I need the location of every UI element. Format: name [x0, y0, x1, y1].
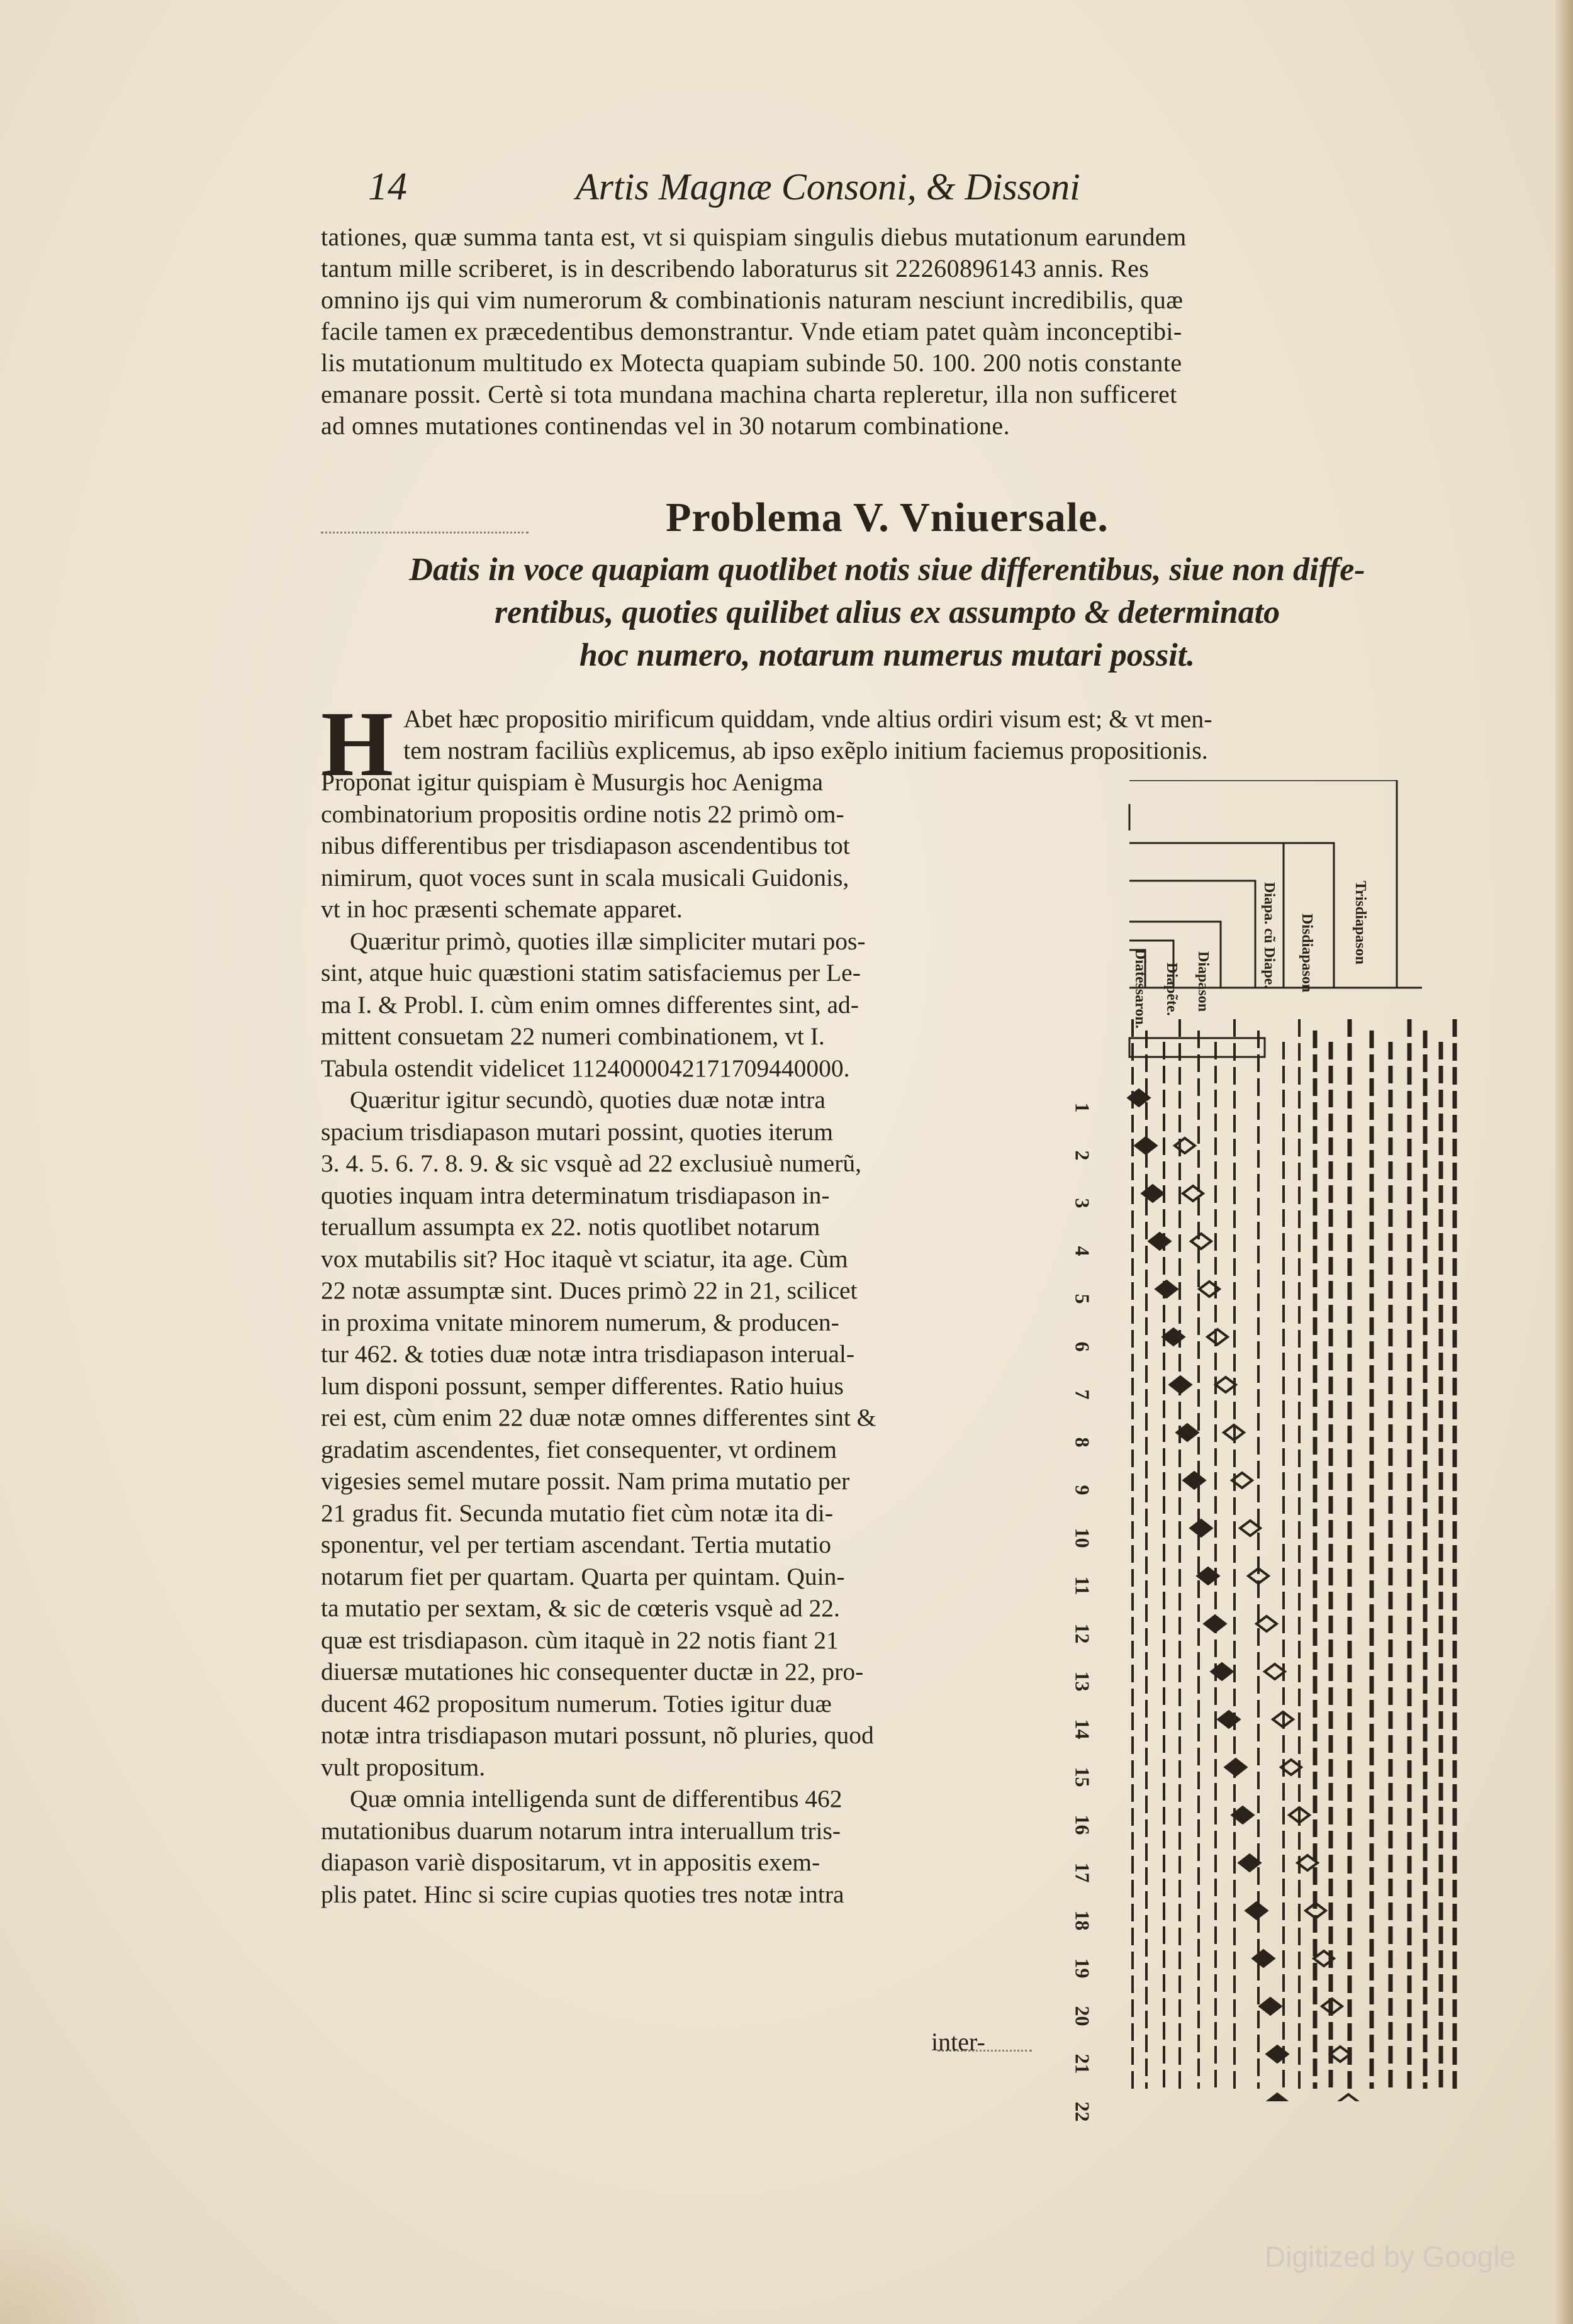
text-line: nibus differentibus per trisdiapason ascendentibus tot	[321, 832, 850, 859]
text-line: 3. 4. 5. 6. 7. 8. 9. & sic vsquè ad 22 exclusiuè numerũ,	[321, 1149, 861, 1177]
text-line: ma I. & Probl. I. cùm enim omnes differentes sint, ad-	[321, 990, 859, 1019]
text-line: lum disponi possunt, semper differentes. Ratio huius	[321, 1371, 844, 1400]
diamond-note	[1224, 1758, 1247, 1776]
text-line: vult propositum.	[321, 1753, 486, 1781]
row-number: 7	[1071, 1389, 1094, 1400]
label-diapason: Diapason	[1195, 951, 1211, 1012]
text-line: plis patet. Hinc si scire cupias quoties tres notæ intra	[321, 1880, 844, 1908]
interval-note	[1216, 1377, 1236, 1392]
diamond-note	[1190, 1519, 1212, 1537]
row-number: 9	[1071, 1485, 1094, 1495]
intro-paragraph	[321, 221, 1453, 442]
row-number: 2	[1071, 1150, 1094, 1161]
interval-diagram	[1070, 780, 1472, 2101]
text-line: Quæritur primò, quoties illæ simpliciter mutari pos-	[350, 927, 866, 955]
row-number: 10	[1071, 1528, 1094, 1548]
interval-note	[1265, 1664, 1285, 1679]
interval-note	[1191, 1234, 1211, 1249]
diamond-note	[1259, 1997, 1282, 2015]
text-line: Quæ omnia intelligenda sunt de differentibus 462	[350, 1785, 842, 1813]
diamond-note	[1155, 1280, 1178, 1298]
diamond-note	[1141, 1185, 1164, 1202]
row-number: 11	[1071, 1576, 1094, 1595]
label-trisdiapason: Trisdiapason	[1352, 881, 1369, 964]
text-line: 21 gradus fit. Secunda mutatio fiet cùm notæ ita di-	[321, 1499, 833, 1527]
row-number: 5	[1071, 1293, 1094, 1304]
row-number: 22	[1071, 2101, 1094, 2122]
row-number: 16	[1071, 1814, 1094, 1835]
running-title: Artis Magnæ Consoni, & Dissoni	[576, 166, 1080, 208]
text-line: notarum fiet per quartam. Quarta per quintam. Quin-	[321, 1562, 845, 1590]
row-number: 18	[1071, 1910, 1094, 1931]
text-line: quoties inquam intra determinatum trisdiapason in-	[321, 1181, 830, 1209]
label-diapason-cum-diapente: Diapa. cũ Diape.	[1261, 882, 1277, 989]
text-line: spacium trisdiapason mutari possint, quoties iterum	[321, 1117, 834, 1146]
row-number: 19	[1071, 1958, 1094, 1979]
page-number: 14	[368, 165, 407, 208]
label-disdiapason: Disdiapason	[1299, 913, 1315, 993]
text-line: tantum mille scriberet, is in describendo laboraturus sit 22260896143 annis. Res	[321, 254, 1150, 282]
catchword: inter-	[931, 2028, 985, 2056]
text-line: gradatim ascendentes, fiet consequenter, vt ordinem	[321, 1435, 837, 1463]
bracket-line	[1129, 881, 1255, 988]
text-line: in proxima vnitate minorem numerum, & producen-	[321, 1308, 839, 1336]
running-header	[368, 165, 1312, 209]
interval-note	[1183, 1186, 1203, 1201]
text-line: 22 notæ assumptæ sint. Duces primò 22 in 21, scilicet	[321, 1277, 858, 1304]
text-line: tem nostram faciliùs explicemus, ab ipso exẽplo initium faciemus propositionis.	[403, 736, 1208, 764]
statement-line: hoc numero, notarum numerus mutari possit.	[579, 637, 1195, 673]
row-number: 20	[1071, 2006, 1094, 2026]
text-line: Proponat igitur quispiam è Musurgis hoc Aenigma	[321, 768, 823, 796]
page-gutter	[1555, 0, 1573, 2324]
diamond-note	[1169, 1376, 1192, 1394]
text-line: ad omnes mutationes continendas vel in 30 notarum combinatione.	[321, 411, 1010, 440]
text-line: tur 462. & toties duæ notæ intra trisdiapason interual-	[321, 1340, 855, 1368]
row-number: 15	[1071, 1767, 1094, 1787]
interval-note	[1330, 2047, 1350, 2062]
diamond-note	[1245, 1902, 1268, 1919]
text-line: vigesies semel mutare possit. Nam prima mutatio per	[321, 1467, 850, 1495]
row-number: 21	[1071, 2053, 1094, 2074]
text-line: tationes, quæ summa tanta est, vt si quispiam singulis diebus mutationum earundem	[321, 223, 1187, 251]
diamond-note	[1266, 2093, 1289, 2101]
row-number: 13	[1071, 1671, 1094, 1692]
text-line: nimirum, quot voces sunt in scala musicali Guidonis,	[321, 863, 849, 891]
header-band	[1129, 1038, 1265, 1057]
problem-title: Problema V. Vniuersale.	[666, 494, 1109, 540]
text-line: mutationibus duarum notarum intra interuallum tris-	[321, 1816, 841, 1845]
text-line: ta mutatio per sextam, & sic de cœteris vsquè ad 22.	[321, 1594, 840, 1622]
interval-note	[1338, 2094, 1358, 2101]
diamond-note	[1252, 1950, 1275, 1967]
interval-note	[1175, 1138, 1195, 1153]
text-line: combinatorium propositis ordine notis 22 primò om-	[321, 800, 844, 828]
page-corner-stain	[0, 2217, 145, 2324]
row-number: 6	[1071, 1341, 1094, 1352]
text-line: lis mutationum multitudo ex Motecta quapiam subinde 50. 100. 200 notis constante	[321, 349, 1182, 377]
body-column	[321, 766, 1044, 1910]
drop-cap: H	[321, 693, 394, 796]
text-line: rei est, cùm enim 22 duæ notæ omnes differentes sint &	[321, 1404, 876, 1431]
text-line: Quæritur igitur secundò, quoties duæ notæ intra	[350, 1086, 826, 1114]
diamond-note	[1211, 1663, 1233, 1680]
text-line: Abet hæc propositio mirificum quiddam, vnde altius ordiri visum est; & vt men-	[403, 705, 1212, 733]
text-line: teruallum assumpta ex 22. notis quotlibet notarum	[321, 1213, 820, 1241]
text-line: mittent consuetam 22 numeri combinationem, vt I.	[321, 1022, 825, 1050]
statement-line: rentibus, quoties quilibet alius ex assumpto & determinato	[494, 595, 1280, 630]
diamond-note	[1134, 1137, 1157, 1154]
row-number: 8	[1071, 1437, 1094, 1448]
diamond-note	[1183, 1472, 1206, 1489]
text-line: ducent 462 propositum numerum. Toties igitur duæ	[321, 1689, 832, 1718]
text-line: facile tamen ex præcedentibus demonstrantur. Vnde etiam patet quàm inconceptibi-	[321, 317, 1182, 345]
text-line: sint, atque huic quæstioni statim satisfaciemus per Le-	[321, 959, 861, 986]
diamond-note	[1266, 2045, 1289, 2063]
digitized-watermark: Digitized by Google	[1265, 2240, 1516, 2273]
text-line: vt in hoc præsenti schemate apparet.	[321, 895, 683, 923]
row-number: 14	[1071, 1719, 1094, 1740]
text-line: diapason variè dispositarum, vt in appositis exem-	[321, 1848, 820, 1876]
text-line: emanare possit. Certè si tota mundana machina charta repleretur, illa non sufficeret	[321, 380, 1177, 408]
problem-statement	[321, 549, 1453, 677]
diamond-note	[1204, 1615, 1226, 1633]
text-line: Tabula ostendit videlicet 1124000042171709440000.	[321, 1054, 850, 1082]
diamond-note	[1218, 1711, 1240, 1728]
label-diapente: Diapẽte.	[1163, 963, 1180, 1016]
text-line: sponentur, vel per tertiam ascendant. Tertia mutatio	[321, 1531, 831, 1558]
row-number: 4	[1071, 1246, 1094, 1256]
row-number: 12	[1071, 1623, 1094, 1644]
text-line: vox mutabilis sit? Hoc itaquè vt sciatur, ita age. Cùm	[321, 1244, 848, 1273]
diamond-note	[1162, 1328, 1185, 1346]
row-number: 17	[1071, 1862, 1094, 1883]
row-number: 1	[1071, 1102, 1094, 1113]
row-number: 3	[1071, 1198, 1094, 1209]
diamond-note	[1148, 1232, 1171, 1250]
label-diatessaron: Diatessaron.	[1132, 949, 1148, 1029]
text-line: diuersæ mutationes hic consequenter ductæ in 22, pro-	[321, 1658, 864, 1685]
interval-note	[1207, 1329, 1228, 1344]
text-line: omnino ijs qui vim numerorum & combinationis naturam nesciunt incredibilis, quæ	[321, 286, 1184, 314]
text-line: quæ est trisdiapason. cùm itaquè in 22 notis fiant 21	[321, 1626, 839, 1654]
statement-line: Datis in voce quapiam quotlibet notis siue differentibus, siue non diffe-	[409, 552, 1365, 588]
text-line: notæ intra trisdiapason mutari possunt, nõ pluries, quod	[321, 1721, 874, 1749]
